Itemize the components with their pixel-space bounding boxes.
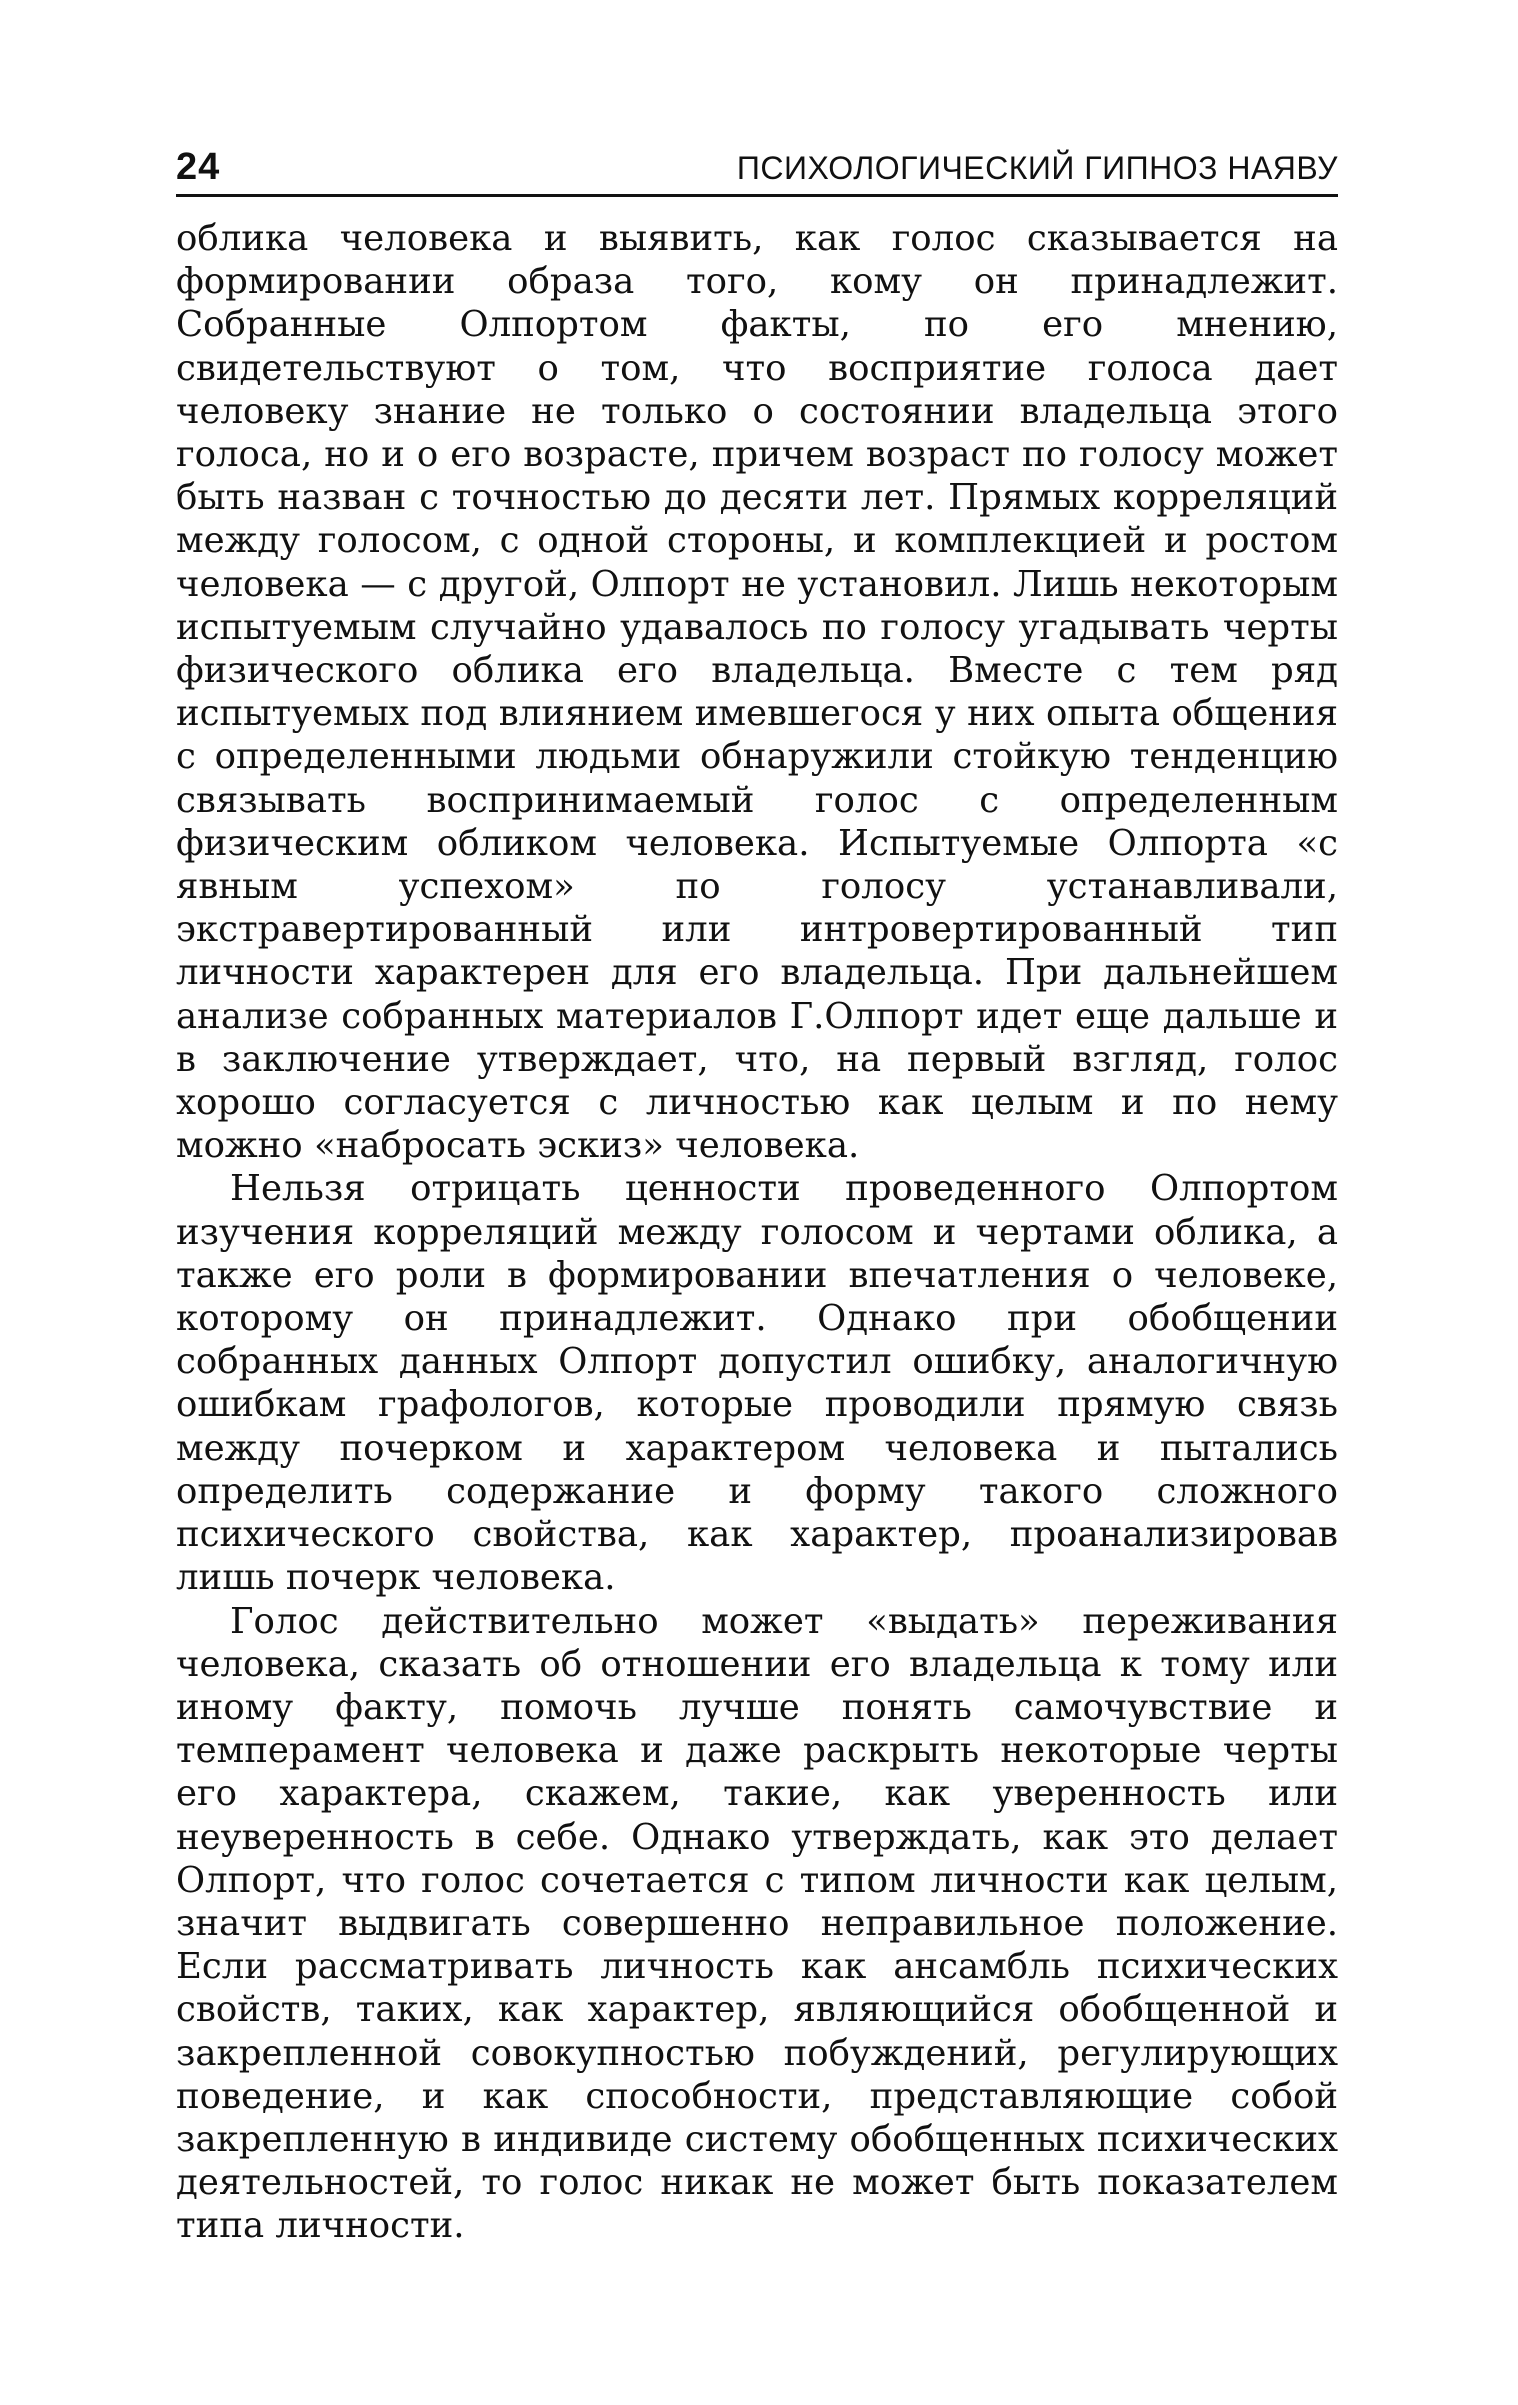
paragraph-continued: облика человека и выявить, как голос сказывается на формировании образа того, кому он принадлежит. Собранные Олпортом факты, по его мнению, свидетельствуют о том, что восприятие голоса дает человеку знание не только о состоянии владельца этого голоса, но и о его возрасте, причем возраст по голосу может быть назван с точностью до десяти лет. Прямых корреляций между голосом, с одной стороны, и комплекцией и ростом человека — с другой, Олпорт не установил. Лишь некоторым испытуемым случайно удавалось по голосу угадывать черты физического облика его владельца. Вместе с тем ряд испытуемых под влиянием имевшегося у них опыта общения с определенными людьми обнаружили стойкую тенденцию связывать воспринимаемый голос с определенным физическим обликом человека. Испытуемые Олпорта «с явным успехом» по голосу устанавливали, экстравертированный или интровертированный тип личности характерен для его владельца. При дальнейшем анализе собранных материалов Г.Олпорт идет еще дальше и в заключение утверждает, что, на первый взгляд, голос хорошо согласуется с личностью как целым и по нему можно «набросать эскиз» человека.: [176, 218, 1338, 1167]
paragraph: Нельзя отрицать ценности проведенного Олпортом изучения корреляций между голосом и чертами облика, а также его роли в формировании впечатления о человеке, которому он принадлежит. Однако при обобщении собранных данных Олпорт допустил ошибку, аналогичную ошибкам графологов, которые проводили прямую связь между почерком и характером человека и пытались определить содержание и форму такого сложного психического свойства, как характер, проанализировав лишь почерк человека.: [176, 1168, 1338, 1599]
body-text: [176, 217, 1338, 2248]
page-header: [176, 140, 1338, 197]
running-title: ПСИХОЛОГИЧЕСКИЙ ГИПНОЗ НАЯВУ: [736, 150, 1338, 186]
paragraph: Голос действительно может «выдать» переживания человека, сказать об отношении его владельца к тому или иному факту, помочь лучше понять самочувствие и темперамент человека и даже раскрыть некоторые черты его характера, скажем, такие, как уверенность или неуверенность в себе. Однако утверждать, как это делает Олпорт, что голос сочетается с типом личности как целым, значит выдвигать совершенно неправильное положение. Если рассматривать личность как ансамбль психических свойств, таких, как характер, являющийся обобщенной и закрепленной совокупностью побуждений, регулирующих поведение, и как способности, представляющие собой закрепленную в индивиде систему обобщенных психических деятельностей, то голос никак не может быть показателем типа личности.: [176, 1600, 1338, 2247]
page-number: 24: [176, 146, 221, 188]
book-page: [176, 140, 1338, 2248]
